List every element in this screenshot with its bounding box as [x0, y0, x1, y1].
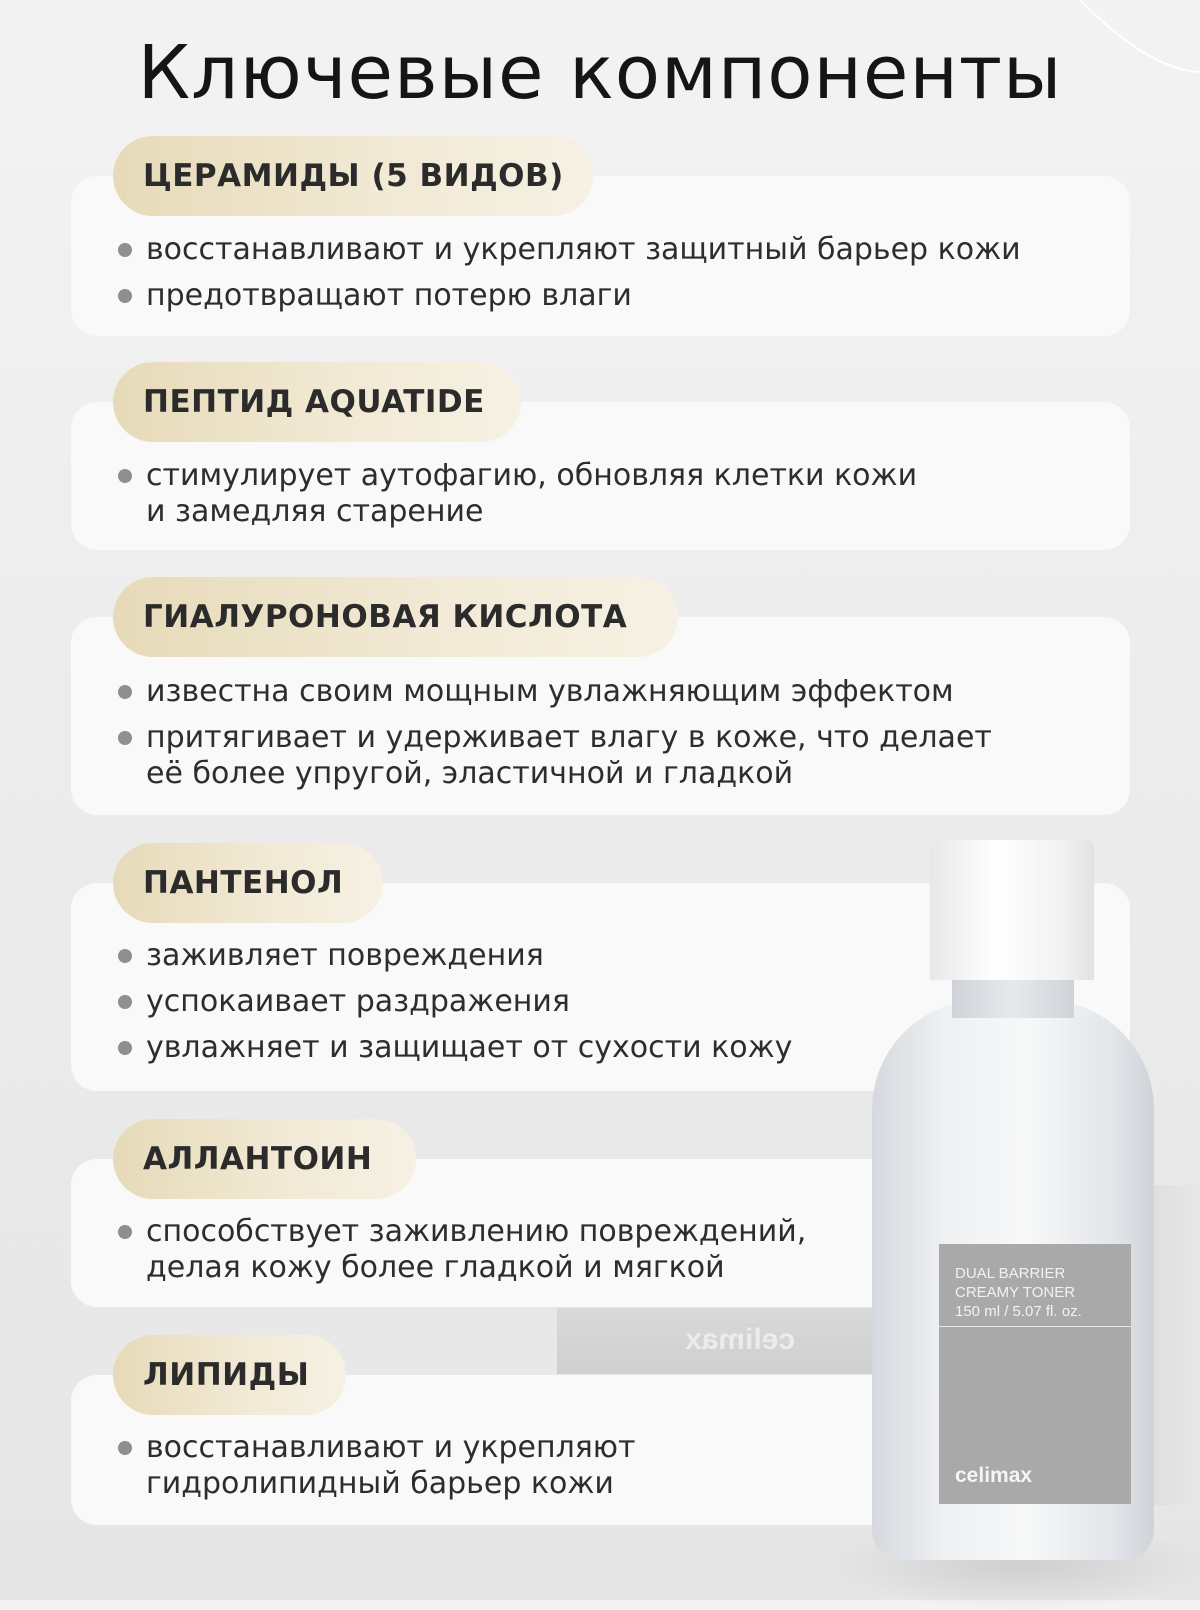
component-heading: ПАНТЕНОЛ	[113, 843, 383, 923]
component-heading: ГИАЛУРОНОВАЯ КИСЛОТА	[113, 577, 678, 657]
bullet-dot-icon	[118, 469, 132, 483]
bullet-item	[115, 720, 992, 792]
bullet-dot-icon	[118, 685, 132, 699]
bullet-item	[115, 1030, 792, 1066]
bottle-cap	[930, 840, 1094, 980]
bullet-item	[115, 984, 792, 1020]
bullet-text: заживляет повреждения	[146, 938, 544, 973]
bottle-brand-logo: celimax	[955, 1464, 1033, 1487]
bullet-dot-icon	[118, 995, 132, 1009]
bullet-item	[115, 1214, 806, 1286]
label-divider	[939, 1326, 1131, 1327]
bullet-text: восстанавливают и укрепляют защитный барьер кожи	[146, 232, 1021, 267]
bullet-item	[115, 278, 1021, 314]
bullet-text: стимулирует аутофагию, обновляя клетки кожи и замедляя старение	[146, 458, 918, 529]
bullet-text: успокаивает раздражения	[146, 984, 570, 1019]
bullet-text: увлажняет и защищает от сухости кожу	[146, 1030, 793, 1065]
bullet-text: предотвращают потерю влаги	[146, 278, 632, 313]
bullet-dot-icon	[118, 1441, 132, 1455]
bullet-dot-icon	[118, 243, 132, 257]
bullet-text: восстанавливают и укрепляют гидролипидный барьер кожи	[146, 1430, 636, 1501]
page-title: Ключевые компоненты	[137, 30, 1063, 116]
bullet-dot-icon	[118, 289, 132, 303]
component-heading: ПЕПТИД AQUATIDE	[113, 362, 521, 442]
component-heading: ЦЕРАМИДЫ (5 ВИДОВ)	[113, 136, 593, 216]
bullet-item	[115, 458, 917, 530]
bullet-dot-icon	[118, 1225, 132, 1239]
bottle-neck	[952, 978, 1074, 1018]
bottle-label	[939, 1244, 1131, 1504]
bullet-dot-icon	[118, 1041, 132, 1055]
bullet-text: способствует заживлению повреждений, делая кожу более гладкой и мягкой	[146, 1214, 807, 1285]
component-bullets	[115, 1430, 636, 1512]
component-bullets	[115, 232, 1021, 324]
box-brand-text: celimax	[685, 1323, 796, 1356]
product-box-strip	[557, 1308, 877, 1374]
bullet-text: притягивает и удерживает влагу в коже, что делает её более упругой, эластичной и гладкой	[146, 720, 992, 791]
product-box-side	[1150, 1185, 1200, 1505]
bullet-item	[115, 1430, 636, 1502]
component-bullets	[115, 458, 917, 540]
bullet-text: известна своим мощным увлажняющим эффектом	[146, 674, 954, 709]
bullet-item	[115, 938, 792, 974]
bullet-item	[115, 232, 1021, 268]
component-heading: ЛИПИДЫ	[113, 1335, 346, 1415]
bottle-label-text: DUAL BARRIER CREAMY TONER 150 ml / 5.07 fl. oz.	[955, 1265, 1082, 1320]
bullet-item	[115, 674, 992, 710]
component-heading: АЛЛАНТОИН	[113, 1119, 416, 1199]
component-bullets	[115, 674, 992, 802]
bullet-dot-icon	[118, 731, 132, 745]
bullet-dot-icon	[118, 949, 132, 963]
component-bullets	[115, 938, 792, 1076]
component-bullets	[115, 1214, 806, 1296]
